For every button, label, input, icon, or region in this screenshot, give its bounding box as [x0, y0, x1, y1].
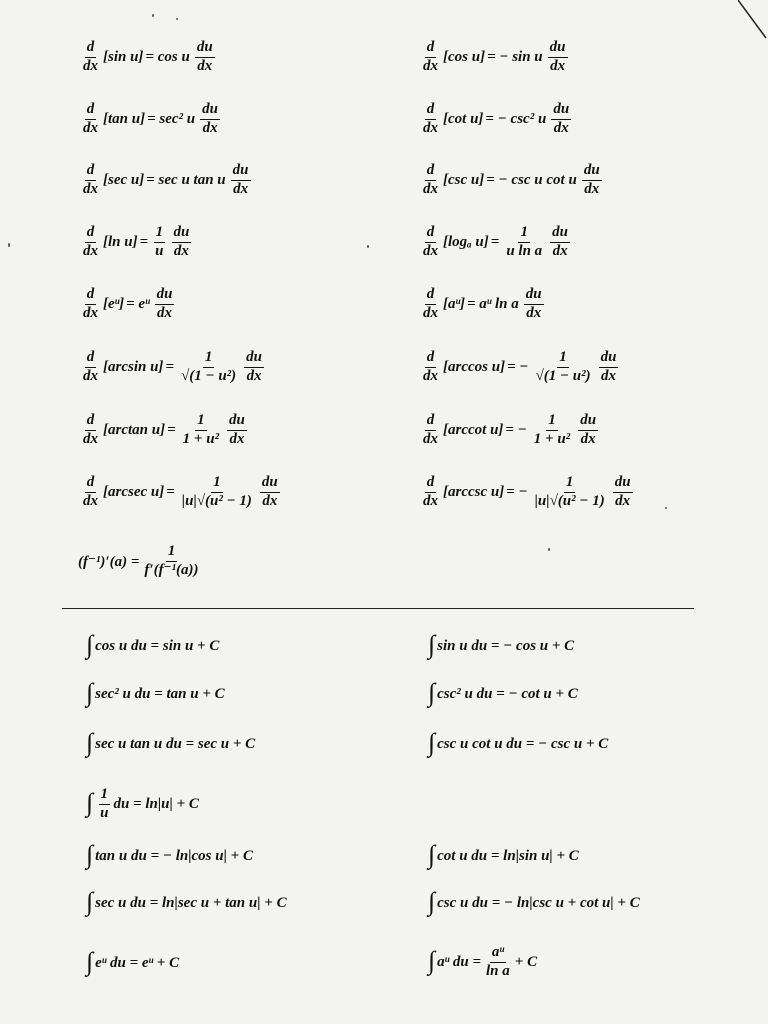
function-bracket: [arccsc u] [443, 483, 505, 500]
integral-formula [428, 840, 579, 869]
function-bracket: [logₐ u] [443, 233, 489, 250]
integral-formula [86, 630, 220, 659]
derivative-operator: $\frac{d}{dx}$ [83, 349, 98, 384]
derivative-operator: $\frac{d}{dx}$ [423, 162, 438, 197]
integral-formula [86, 887, 287, 916]
equals-expression: = − csc² u [485, 110, 547, 127]
inverse-lhs: (f⁻¹)′(a) = [78, 553, 140, 570]
chain-rule-fraction: $\frac{du}{dx}$ [156, 286, 173, 321]
integral-expression: csc u du = − ln|csc u + cot u| + C [437, 894, 640, 911]
derivative-formula [418, 102, 574, 137]
integral-sign: ∫ [86, 630, 94, 659]
derivative-operator: $\frac{d}{dx}$ [83, 474, 98, 509]
function-bracket: [arccot u] [443, 421, 504, 438]
integral-sign: ∫ [428, 887, 436, 916]
corner-mark [738, 0, 768, 40]
integral-formula [428, 678, 578, 707]
scan-speck [548, 548, 550, 551]
derivative-formula [418, 225, 573, 260]
integral-expression: du = ln|u| + C [113, 795, 199, 812]
derivative-formula [78, 40, 218, 75]
scan-speck [665, 507, 667, 509]
equals-expression: = − sin u [487, 48, 543, 65]
equals-expression: = cos u [145, 48, 190, 65]
integral-expression: csc u cot u du = − csc u + C [437, 735, 609, 752]
integral-formula [428, 728, 609, 757]
function-bracket: [tan u] [103, 110, 146, 127]
derivative-formula [78, 287, 177, 322]
chain-rule-fraction: $\frac{du}{dx}$ [525, 286, 542, 321]
integral-expression-pre: aᵘ du = [437, 953, 481, 970]
integral-formula [86, 840, 253, 869]
equals-expression: = − [507, 358, 529, 375]
coefficient-fraction: $\frac{1}{\text{|u|√(u² − 1)}}$ [534, 474, 605, 509]
derivative-operator: $\frac{d}{dx}$ [83, 101, 98, 136]
function-bracket: [sin u] [103, 48, 144, 65]
derivative-formula [78, 475, 283, 510]
integral-sign: ∫ [86, 887, 94, 916]
scan-speck [152, 14, 154, 17]
equals-expression: = aᵘ ln a [466, 295, 519, 312]
integral-expression: cos u du = sin u + C [95, 637, 220, 654]
scan-speck [367, 245, 369, 248]
equals-expression: = − [506, 483, 528, 500]
integral-formula [86, 728, 256, 757]
integral-sign: ∫ [428, 840, 436, 869]
derivative-formula [418, 350, 621, 385]
function-bracket: [cos u] [443, 48, 486, 65]
chain-rule-fraction: $\frac{du}{dx}$ [600, 349, 617, 384]
chain-rule-fraction: $\frac{du}{dx}$ [261, 474, 278, 509]
chain-rule-fraction: $\frac{du}{dx}$ [580, 412, 597, 447]
derivative-operator: $\frac{d}{dx}$ [423, 39, 438, 74]
derivative-operator: $\frac{d}{dx}$ [83, 39, 98, 74]
integral-sign: ∫ [428, 946, 436, 976]
chain-rule-fraction: $\frac{du}{dx}$ [246, 349, 262, 384]
equals-expression: = [166, 483, 175, 500]
integral-formula [428, 887, 640, 916]
coefficient-fraction: $\frac{1}{\text{1 + u²}}$ [533, 412, 571, 447]
derivative-operator: $\frac{d}{dx}$ [423, 101, 438, 136]
integral-sign: ∫ [428, 728, 436, 757]
integral-formula [428, 945, 537, 980]
derivative-operator: $\frac{d}{dx}$ [83, 162, 98, 197]
inverse-derivative-formula [78, 544, 204, 579]
integrand-fraction: $\frac{1}{u}$ [100, 786, 109, 821]
equals-expression: = [490, 233, 500, 250]
result-fraction: $\frac{\text{aᵘ}}{\text{ln a}}$ [486, 944, 510, 979]
derivative-operator: $\frac{d}{dx}$ [83, 412, 98, 447]
integral-sign: ∫ [428, 678, 436, 707]
equals-expression: = eᵘ [126, 295, 150, 312]
coefficient-fraction: $\frac{1}{\text{u ln a}}$ [506, 224, 543, 259]
derivative-operator: $\frac{d}{dx}$ [423, 474, 438, 509]
integral-expression: sec u tan u du = sec u + C [95, 735, 256, 752]
derivative-formula [78, 163, 254, 198]
function-bracket: [sec u] [103, 171, 145, 188]
equals-expression: = sec u tan u [146, 171, 226, 188]
function-bracket: [arccos u] [443, 358, 506, 375]
integral-expression: csc² u du = − cot u + C [437, 685, 578, 702]
coefficient-fraction: $\frac{1}{\text{1 + u²}}$ [182, 412, 220, 447]
scan-speck [176, 18, 178, 20]
integral-formula [86, 947, 180, 976]
derivative-operator: $\frac{d}{dx}$ [423, 412, 438, 447]
integral-sign: ∫ [86, 947, 94, 976]
coefficient-fraction: $\frac{1}{\text{√(1 − u²)}}$ [181, 349, 237, 384]
derivative-operator: $\frac{d}{dx}$ [83, 224, 98, 259]
integral-expression: tan u du = − ln|cos u| + C [95, 847, 253, 864]
derivative-formula [418, 163, 605, 198]
integral-expression: sec u du = ln|sec u + tan u| + C [95, 894, 287, 911]
scan-speck [8, 243, 10, 247]
integral-expression: sin u du = − cos u + C [437, 637, 575, 654]
function-bracket: [aᵘ] [443, 295, 465, 312]
function-bracket: [cot u] [443, 110, 484, 127]
derivative-formula [418, 475, 636, 510]
chain-rule-fraction: $\frac{du}{dx}$ [173, 224, 190, 259]
function-bracket: [arctan u] [103, 421, 166, 438]
derivative-operator: $\frac{d}{dx}$ [423, 349, 438, 384]
chain-rule-fraction: $\frac{du}{dx}$ [614, 474, 631, 509]
chain-rule-fraction: $\frac{du}{dx}$ [583, 162, 600, 197]
derivative-operator: $\frac{d}{dx}$ [423, 286, 438, 321]
chain-rule-fraction: $\frac{du}{dx}$ [196, 39, 213, 74]
derivative-formula [78, 225, 194, 260]
function-bracket: [eᵘ] [103, 295, 125, 312]
derivative-formula [418, 287, 547, 322]
chain-rule-fraction: $\frac{du}{dx}$ [202, 101, 218, 136]
derivative-formula [78, 102, 223, 137]
integral-sign: ∫ [86, 728, 94, 757]
integral-expression: sec² u du = tan u + C [95, 685, 225, 702]
equals-expression: = [165, 358, 174, 375]
equals-expression: = [167, 421, 176, 438]
integral-formula [428, 630, 575, 659]
function-bracket: [arcsin u] [103, 358, 164, 375]
integral-formula [86, 678, 225, 707]
integral-expression: eᵘ du = eᵘ + C [95, 954, 180, 971]
derivative-operator: $\frac{d}{dx}$ [423, 224, 438, 259]
inverse-fraction: $\frac{1}{\text{f′(f⁻¹(a))}}$ [144, 543, 199, 578]
equals-expression: = [139, 233, 149, 250]
chain-rule-fraction: $\frac{du}{dx}$ [232, 162, 249, 197]
integral-sign: ∫ [86, 678, 94, 707]
integral-sign: ∫ [86, 788, 94, 818]
chain-rule-fraction: $\frac{du}{dx}$ [553, 101, 570, 136]
function-bracket: [csc u] [443, 171, 485, 188]
section-divider [62, 608, 694, 609]
derivative-formula [78, 413, 250, 448]
equals-expression: = − csc u cot u [486, 171, 577, 188]
function-bracket: [arcsec u] [103, 483, 165, 500]
integral-sign: ∫ [428, 630, 436, 659]
equals-expression: = − [505, 421, 527, 438]
chain-rule-fraction: $\frac{du}{dx}$ [552, 224, 569, 259]
derivative-operator: $\frac{d}{dx}$ [83, 286, 98, 321]
derivative-formula [78, 350, 267, 385]
integral-formula [86, 787, 199, 822]
chain-rule-fraction: $\frac{du}{dx}$ [549, 39, 566, 74]
integral-sign: ∫ [86, 840, 94, 869]
integral-expression-post: + C [514, 953, 538, 970]
coefficient-fraction: $\frac{1}{\text{√(1 − u²)}}$ [535, 349, 591, 384]
derivative-formula [418, 40, 571, 75]
integral-expression: cot u du = ln|sin u| + C [437, 847, 579, 864]
equals-expression: = sec² u [147, 110, 196, 127]
derivative-formula [418, 413, 601, 448]
chain-rule-fraction: $\frac{du}{dx}$ [229, 412, 245, 447]
coefficient-fraction: $\frac{1}{u}$ [155, 224, 164, 259]
coefficient-fraction: $\frac{1}{\text{|u|√(u² − 1)}}$ [181, 474, 252, 509]
function-bracket: [ln u] [103, 233, 138, 250]
